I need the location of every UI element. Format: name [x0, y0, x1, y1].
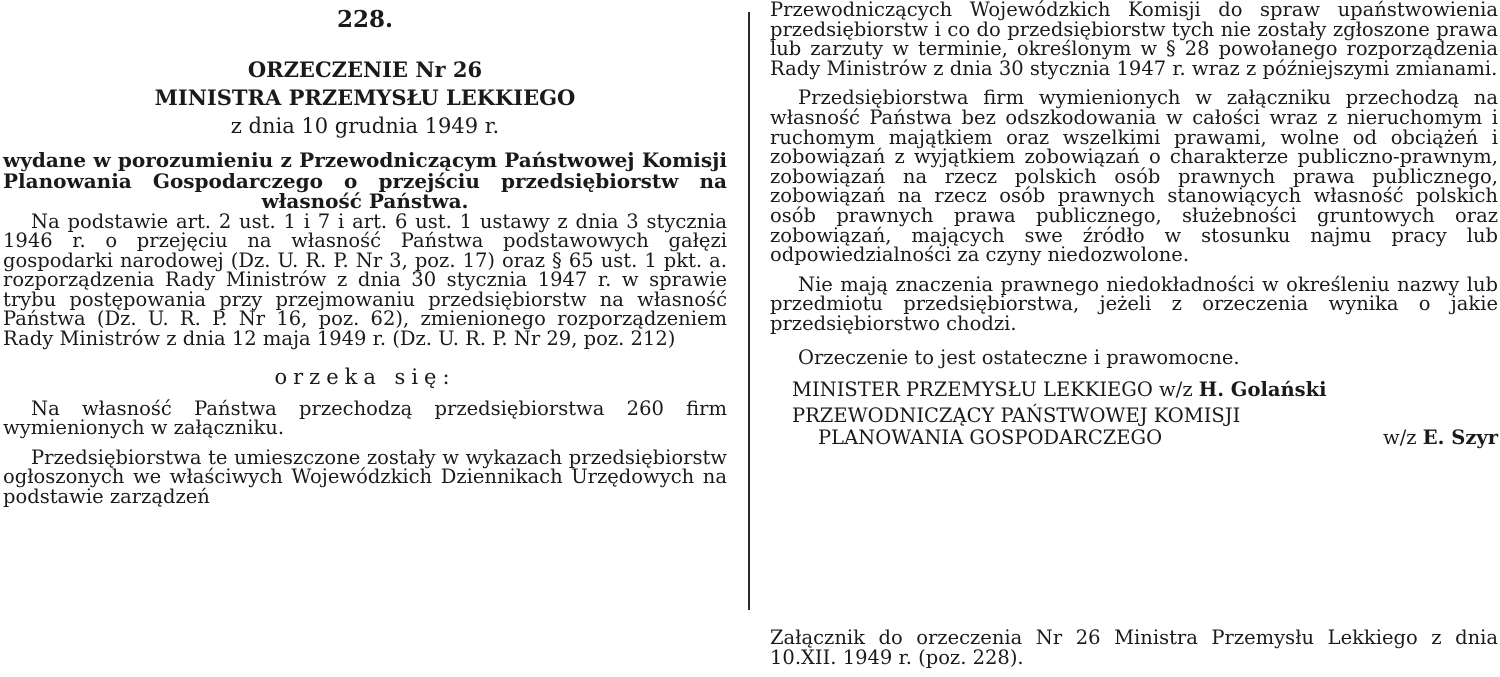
inaccuracy-text: Nie mają znaczenia prawnego niedokładności w określeniu nazwy lub przedmiotu przedsiębiorstwa, jeżeli z orzeczenia wynika o jakie przedsiębiorstwo chodzi.	[770, 272, 1498, 335]
decree-title: ORZECZENIE Nr 26	[247, 57, 483, 82]
compensation-paragraph	[770, 86, 1498, 267]
annex-note: Załącznik do orzeczenia Nr 26 Ministra Przemysłu Lekkiego z dnia 10.XII. 1949 r. (poz. 228).	[770, 626, 1498, 669]
chairman-role-line2: PLANOWANIA GOSPODARCZEGO	[818, 426, 1163, 450]
issuer-title: MINISTRA PRZEMYSŁU LEKKIEGO	[154, 85, 576, 110]
final-text: Orzeczenie to jest ostateczne i prawomocne.	[798, 345, 1240, 369]
right-column	[770, 0, 1498, 669]
column-divider	[748, 12, 750, 610]
transfer-paragraph	[3, 396, 727, 440]
continued-paragraph: Przewodniczących Wojewódzkich Komisji do spraw upaństwowienia przedsiębiorstw i co do przedsiębiorstw tych nie zostały zgłoszone prawa lub zarzuty w terminie, określonym w § 28 powołanego rozporządzenia Rady Ministrów z dnia 30 stycznia 1947 r. wraz z późniejszymi zmianami.	[770, 0, 1498, 80]
signature-minister	[770, 379, 1498, 401]
transfer-text: Na własność Państwa przechodzą przedsiębiorstwa 260 firm wymienionych w załączniku.	[3, 396, 727, 440]
item-number: 228.	[336, 6, 394, 33]
orzeka-heading: orzeka się:	[274, 364, 456, 389]
decree-subtitle: wydane w porozumieniu z Przewodniczącym Państwowej Komisji Planowania Gospodarczego o przejściu przedsiębiorstw na własność Państwa.	[3, 148, 727, 213]
chairman-role-row	[792, 427, 1498, 449]
minister-name: H. Golański	[1198, 378, 1327, 402]
chairman-wz: w/z	[1383, 426, 1417, 450]
listing-paragraph	[3, 445, 727, 509]
legal-basis-text: Na podstawie art. 2 ust. 1 i 7 i art. 6 ust. 1 ustawy z dnia 3 stycznia 1946 r. o przejęciu na własność Państwa podstawowych gałęzi gospodarki narodowej (Dz. U. R. P. Nr 3, poz. 17) oraz § 65 ust. 1 pkt. a. rozporządzenia Rady Ministrów z dnia 30 stycznia 1947 r. w sprawie trybu postępowania przy przejmowaniu przedsiębiorstw na własność Państwa (Dz. U. R. P. Nr 16, poz. 62), zmienionego rozporządzeniem Rady Ministrów z dnia 12 maja 1949 r. (Dz. U. R. P. Nr 29, poz. 212)	[3, 209, 727, 351]
legal-basis-paragraph	[3, 209, 727, 351]
chairman-role-line1: PRZEWODNICZĄCY PAŃSTWOWEJ KOMISJI	[792, 404, 1241, 428]
chairman-signature	[1383, 427, 1498, 449]
minister-role: MINISTER PRZEMYSŁU LEKKIEGO w/z	[792, 378, 1193, 402]
compensation-text: Przedsiębiorstwa firm wymienionych w załączniku przechodzą na własność Państwa bez odszkodowania w całości wraz z nieruchomym i ruchomym majątkiem oraz wszelkimi prawami, wolne od obciążeń i zobowiązań z wyjątkiem zobowiązań o charakterze publiczno-prawnym, zobowiązań na rzecz polskich osób prawnych prawa publicznego, zobowiązań na rzecz osób prawnych stanowiących własność polskich osób prawnych prawa publicznego, służebności gruntowych oraz zobowiązań, mających swe źródło w stosunku najmu pracy lub odpowiedzialności za czyny niedozwolone.	[770, 86, 1498, 267]
left-column	[3, 0, 727, 507]
decree-date: z dnia 10 grudnia 1949 r.	[230, 114, 500, 138]
chairman-name: E. Szyr	[1422, 426, 1498, 450]
inaccuracy-paragraph	[770, 272, 1498, 335]
signature-chairman	[770, 405, 1498, 449]
listing-text: Przedsiębiorstwa te umieszczone zostały w wykazach przedsiębiorstw ogłoszonych we właściwych Wojewódzkich Dziennikach Urzędowych na podstawie zarządzeń	[3, 445, 727, 509]
final-paragraph	[770, 345, 1498, 369]
